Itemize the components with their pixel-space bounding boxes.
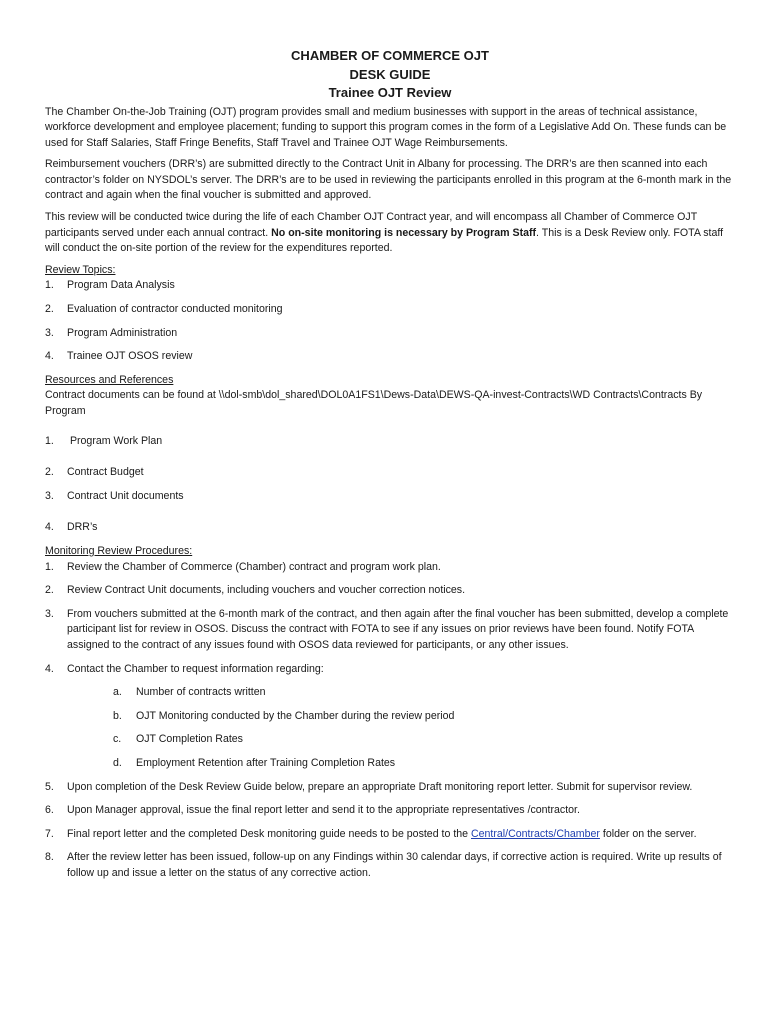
list-item: 3. Program Administration (45, 326, 178, 339)
list-item: 6. Upon Manager approval, issue the final report letter and send it to the appropriate representatives /contractor. (45, 804, 580, 817)
procedures-list-continued (45, 780, 735, 882)
resources-list (45, 434, 735, 536)
list-item: d. Employment Retention after Training Completion Rates (113, 756, 396, 769)
list-item: 7. Final report letter and the completed Desk monitoring guide needs to be posted to the Central/Contracts/Chamber folder on the server. (45, 827, 697, 840)
title-line-3: Trainee OJT Review (328, 85, 452, 100)
list-item: 4. DRR’s (45, 521, 98, 534)
intro-paragraph-2: Reimbursement vouchers (DRR’s) are submitted directly to the Contract Unit in Albany for processing. The DRR’s are then scanned into each contractor’s folder on NYSDOL’s server. The DRR’s are to be used in reviewing the participants enrolled in this program at the 6-month mark in the contract and again when the final voucher is submitted and approved. (45, 158, 732, 202)
list-item: 2. Review Contract Unit documents, including vouchers and voucher correction notices. (45, 584, 466, 597)
list-item: 3. Contract Unit documents (45, 489, 184, 502)
list-item: a. Number of contracts written (113, 686, 266, 699)
list-item: 8. After the review letter has been issued, follow-up on any Findings within 30 calendar days, if corrective action is required. Write up results of follow up and issue a letter on the status of any corrective action. (45, 851, 722, 879)
review-topics-heading: Review Topics: (45, 263, 116, 276)
central-contracts-chamber-link[interactable]: Central/Contracts/Chamber (471, 827, 600, 840)
review-topics-list (45, 278, 735, 364)
title-line-2: DESK GUIDE (349, 66, 431, 82)
intro-paragraph-3: This review will be conducted twice during the life of each Chamber OJT Contract year, and will encompass all Chamber of Commerce OJT participants served under each annual contract. No on-site monitoring is necessary by Program Staff. This is a Desk Review only. FOTA staff will conduct the on-site portion of the review for the expenditures reported. (45, 211, 724, 255)
list-item: 1. Review the Chamber of Commerce (Chamber) contract and program work plan. (45, 560, 441, 573)
resources-heading: Resources and References (45, 373, 174, 386)
bold-notice: No on-site monitoring is necessary by Program Staff (271, 226, 537, 239)
list-item: c. OJT Completion Rates (113, 733, 243, 746)
list-item: 3. From vouchers submitted at the 6-month mark of the contract, and then again after the final voucher has been submitted, develop a complete participant list for review in OSOS. Discuss the contract with FOTA to see if any issues on prior reviews have been found. Notify FOTA assigned to the contract of any issues found with OSOS data reviewed for participants, or any other issues. (45, 607, 729, 651)
list-item: 1. Program Work Plan (45, 434, 163, 447)
procedures-heading: Monitoring Review Procedures: (45, 544, 193, 557)
title-line-1: CHAMBER OF COMMERCE OJT (291, 48, 489, 63)
list-item: 2. Contract Budget (45, 466, 144, 479)
procedures-list (45, 560, 735, 678)
document-page (45, 47, 735, 889)
list-item: 4. Contact the Chamber to request information regarding: (45, 662, 324, 675)
list-item: b. OJT Monitoring conducted by the Chamber during the review period (113, 709, 455, 722)
intro-paragraph-1: The Chamber On-the-Job Training (OJT) program provides small and medium businesses with support in the areas of technical assistance, workforce development and employee placement; funding to support this program comes in the form of a Legislative Add On. These funds can be used for Staff Salaries, Staff Fringe Benefits, Staff Travel and Trainee OJT Wage Reimbursements. (45, 105, 727, 149)
procedures-sublist (45, 685, 735, 771)
resources-path-text: Contract documents can be found at \\dol-smb\dol_shared\DOL0A1FS1\Dews-Data\DEWS-QA-invest-Contracts\WD Contracts\Contracts By Program (45, 389, 703, 417)
list-item: 4. Trainee OJT OSOS review (45, 350, 193, 363)
list-item: 5. Upon completion of the Desk Review Guide below, prepare an appropriate Draft monitoring report letter. Submit for supervisor review. (45, 780, 693, 793)
list-item: 1. Program Data Analysis (45, 279, 175, 292)
list-item: 2. Evaluation of contractor conducted monitoring (45, 303, 283, 316)
